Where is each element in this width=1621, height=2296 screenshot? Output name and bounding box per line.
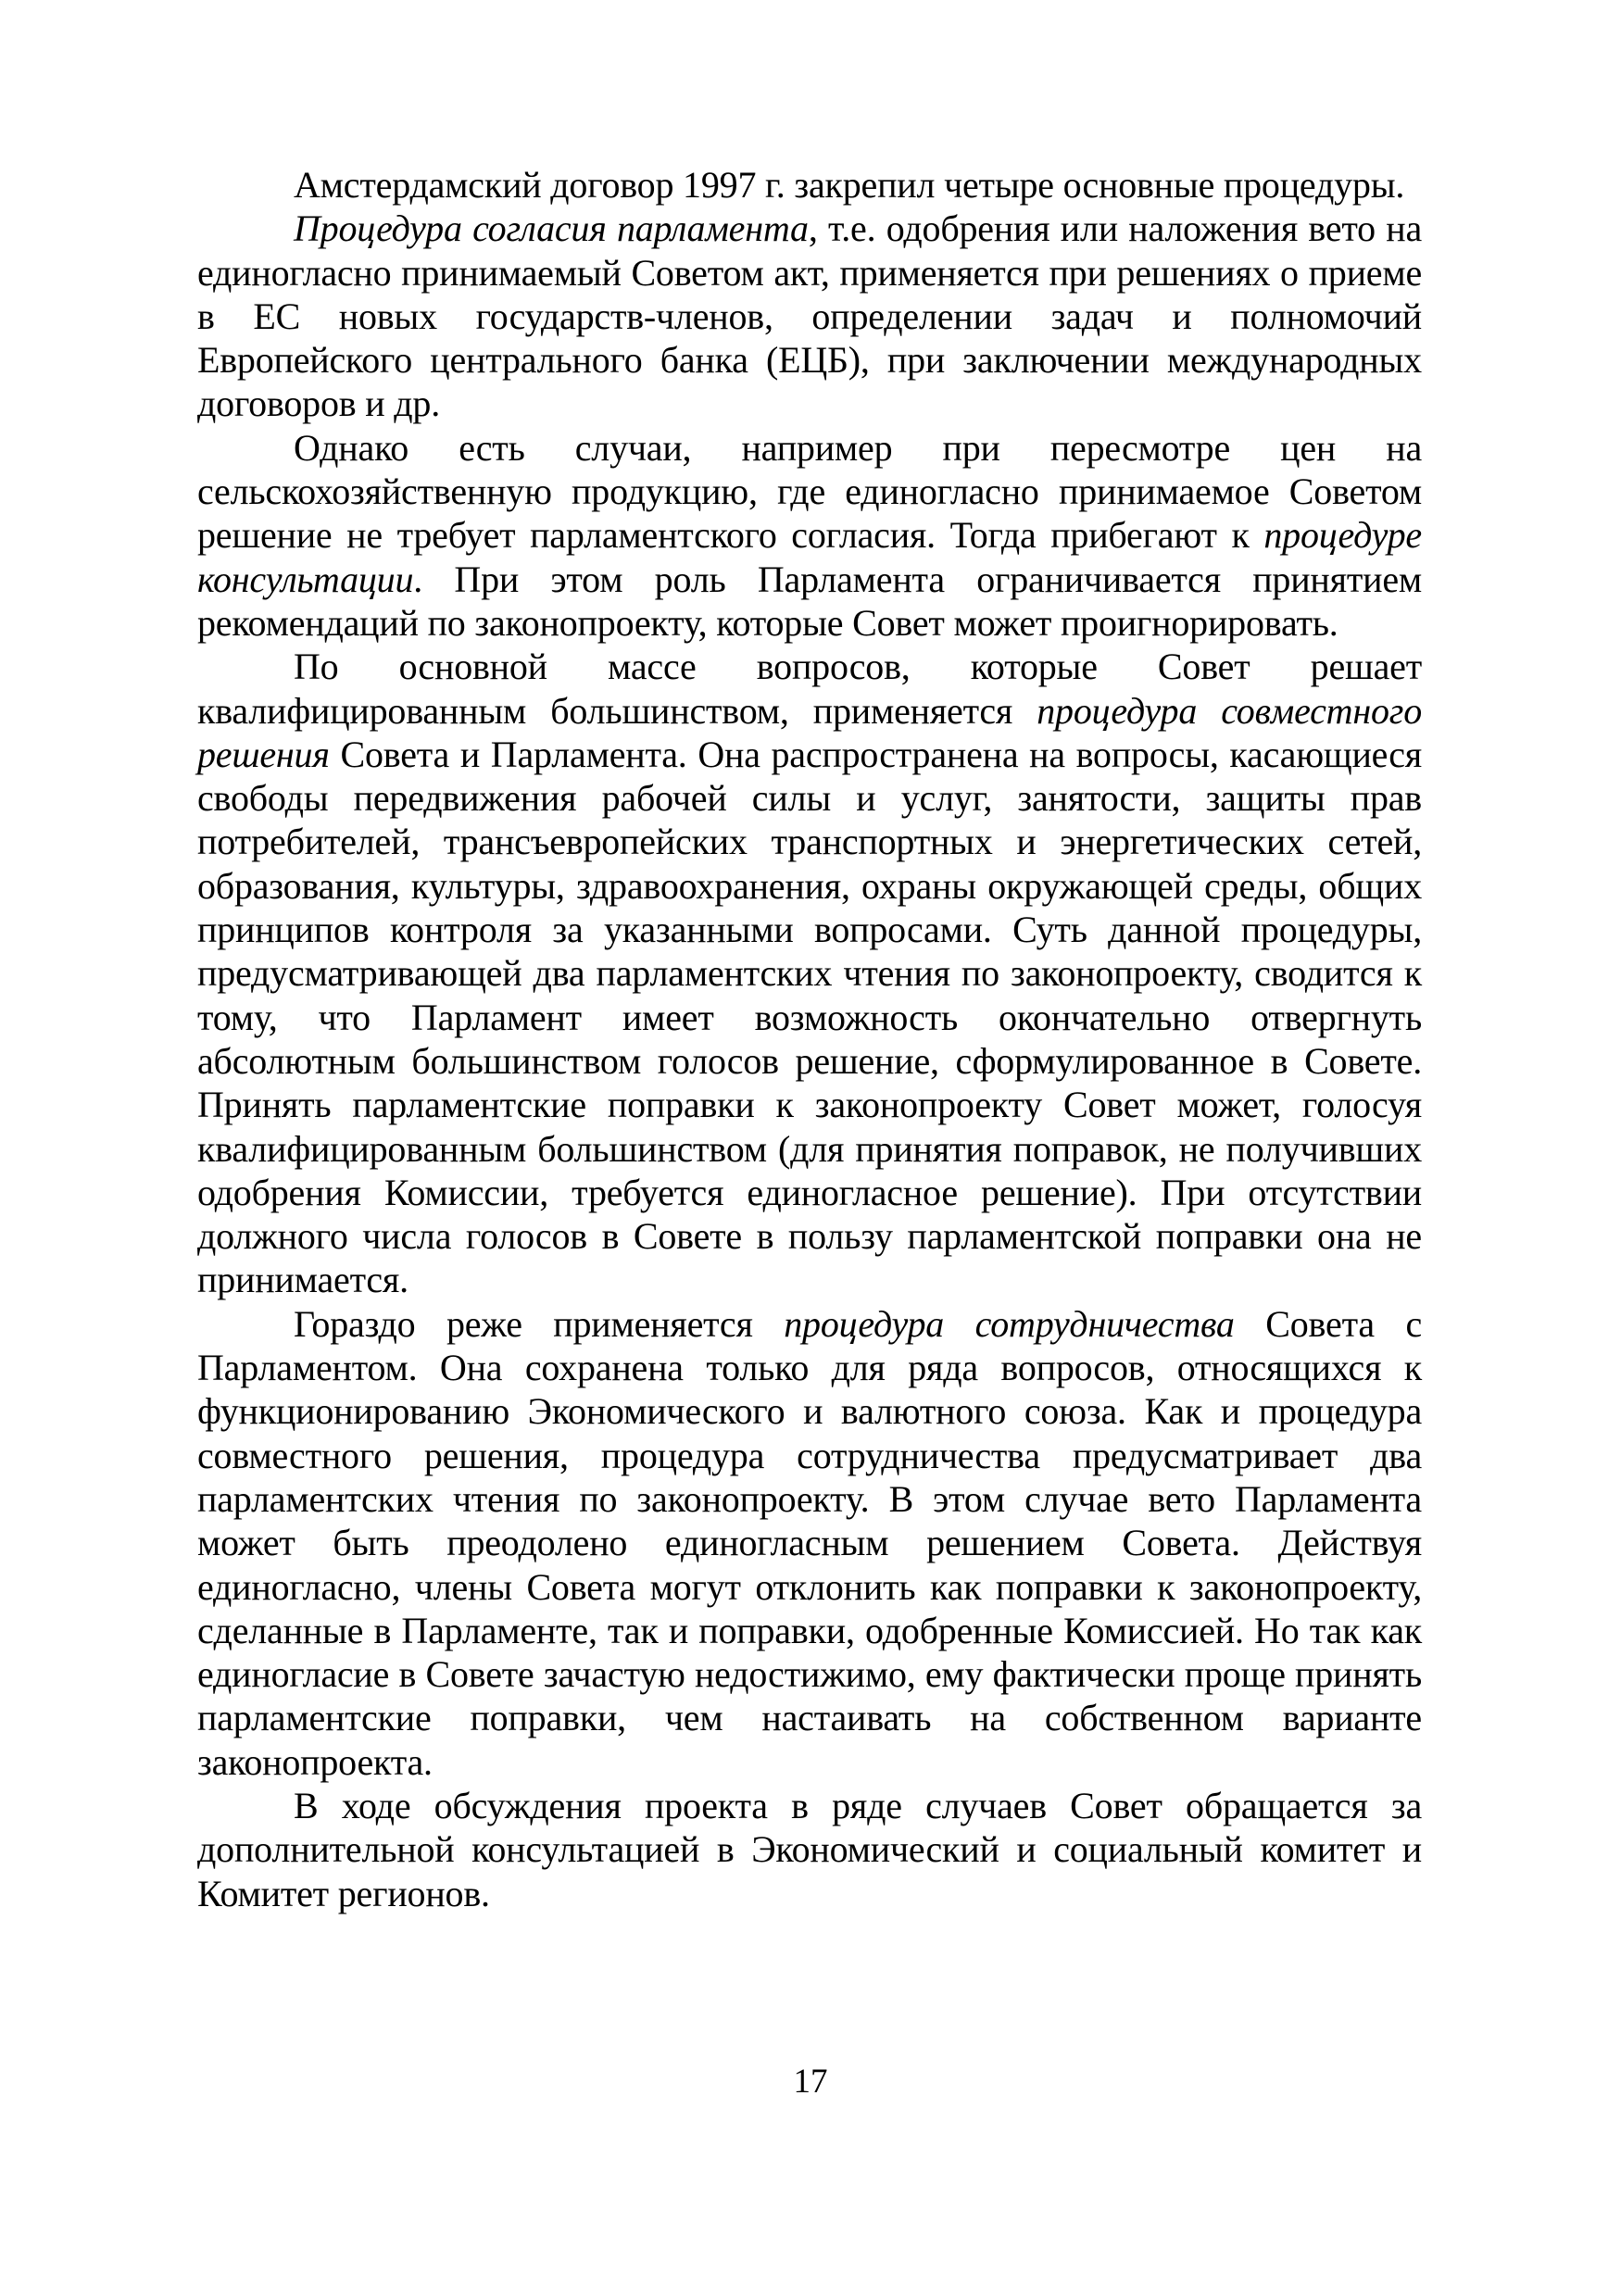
text-block [197, 163, 1422, 1915]
paragraph [197, 1784, 1422, 1915]
text-run: Совета с Парламентом. Она сохранена только для ряда вопросов, относящихся к функционированию Экономического и валютного союза. Как и процедура совместного решения, процедура сотрудничества предусматривает два парламентских чтения по законопроекту. В этом случае вето Парламента может быть преодолено единогласным решением Совета. Действуя единогласно, члены Совета могут отклонить как поправки к законопроекту, сделанные в Парламенте, так и поправки, одобренные Комиссией. Но так как единогласие в Совете зачастую недостижимо, ему фактически проще принять парламентские поправки, чем настаивать на собственном варианте законопроекта. [197, 1302, 1422, 1783]
text-run: По основной массе вопросов, которые Совет решает квалифицированным большинством, применяется [197, 646, 1422, 732]
page-number: 17 [793, 2063, 828, 2101]
italic-text-run: процедуре консультации [197, 514, 1422, 600]
text-run: Гораздо реже применяется [294, 1302, 785, 1345]
paragraph [197, 426, 1422, 645]
text-run: Однако есть случаи, например при пересмотре цен на сельскохозяйственную продукцию, где единогласно принимаемое Советом решение не требует парламентского согласия. Тогда прибегают к [197, 426, 1422, 557]
text-run: В ходе обсуждения проекта в ряде случаев Совет обращается за дополнительной консультацией в Экономический и социальный комитет и Комитет регионов. [197, 1784, 1422, 1914]
paragraph [197, 1302, 1422, 1784]
text-run: , т.е. одобрения или наложения вето на единогласно принимаемый Советом акт, применяется при решениях о приеме в ЕС новых государств-членов, определении задач и полномочий Европейского центрального банка (ЕЦБ), при заключении международных договоров и др. [197, 207, 1422, 425]
italic-text-run: Процедура согласия парламента [294, 207, 809, 250]
paragraph [197, 163, 1422, 207]
italic-text-run: процедура совместного решения [197, 689, 1422, 775]
text-run: Совета и Парламента. Она распространена на вопросы, касающиеся свободы передвижения рабочей силы и услуг, занятости, защиты прав потребителей, трансъевропейских транспортных и энергетических сетей, образования, культуры, здравоохранения, охраны окружающей среды, общих принципов контроля за указанными вопросами. Суть данной процедуры, предусматривающей два парламентских чтения по законопроекту, сводится к тому, что Парламент имеет возможность окончательно отвергнуть абсолютным большинством голосов решение, сформулированное в Совете. Принять парламентские поправки к законопроекту Совет может, голосуя квалифицированным большинством (для принятия поправок, не получивших одобрения Комиссии, требуется единогласное решение). При отсутствии должного числа голосов в Совете в пользу парламентской поправки она не принимается. [197, 733, 1422, 1301]
text-run: Амстердамский договор 1997 г. закрепил четыре основные процедуры. [294, 164, 1405, 206]
text-run: . При этом роль Парламента ограничивается принятием рекомендаций по законопроекту, которые Совет может проигнорировать. [197, 558, 1422, 644]
paragraph [197, 207, 1422, 425]
italic-text-run: процедура сотрудничества [784, 1302, 1235, 1345]
paragraph [197, 645, 1422, 1301]
